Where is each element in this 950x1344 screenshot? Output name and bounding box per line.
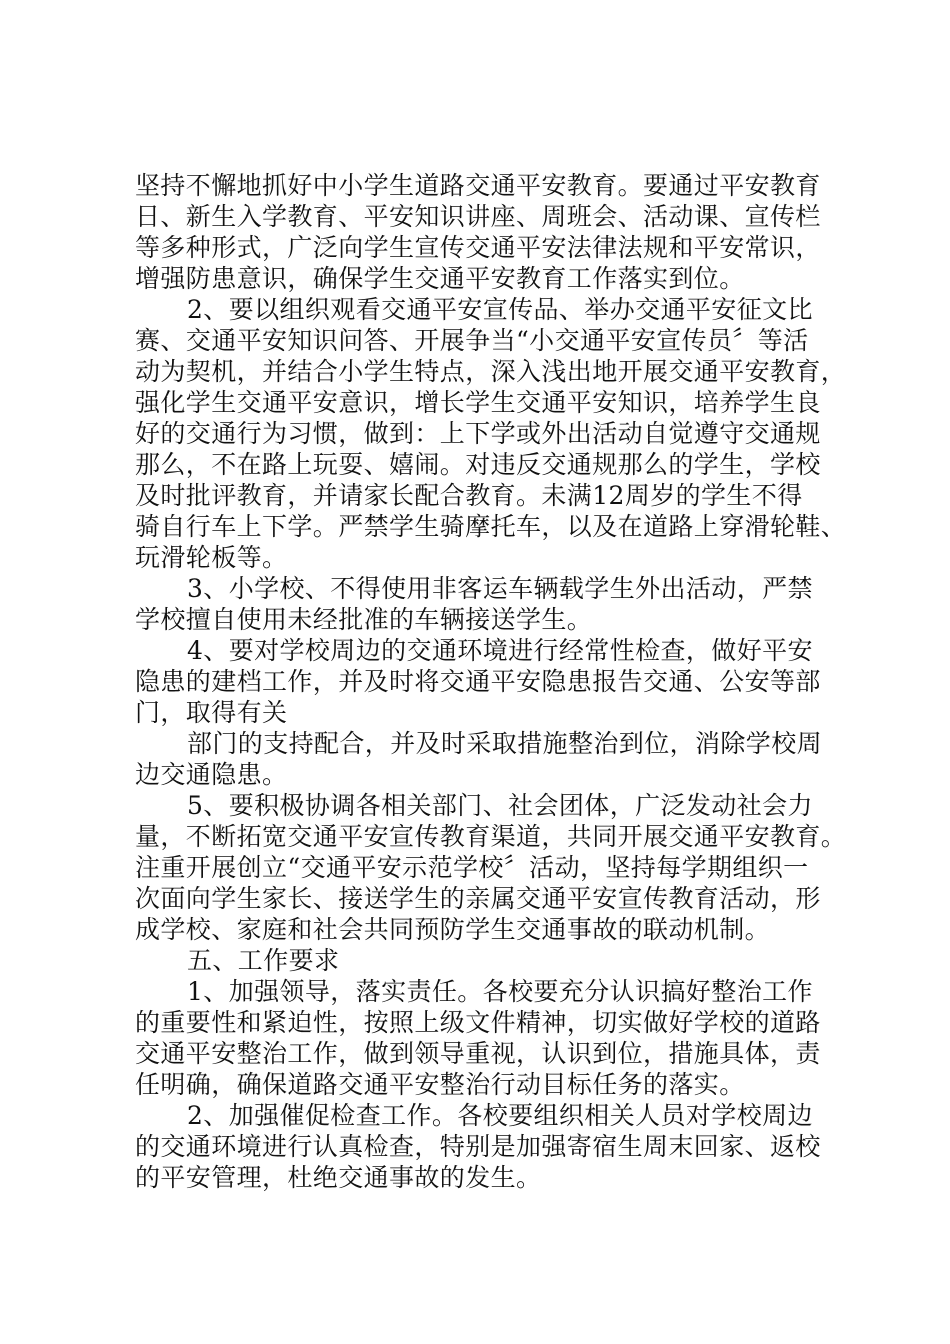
text-line: 动为契机，并结合小学生特点，深入浅出地开展交通平安教育， — [135, 357, 847, 386]
text-line: 2、加强催促检查工作。各校要组织相关人员对学校周边 — [187, 1101, 813, 1130]
text-line: 任明确，确保道路交通平安整治行动目标任务的落实。 — [135, 1070, 745, 1099]
text-line: 注重开展创立“交通平安示范学校〞活动，坚持每学期组织一 — [135, 853, 809, 882]
text-line: 4、要对学校周边的交通环境进行经常性检查，做好平安 — [187, 636, 813, 665]
text-line: 骑自行车上下学。严禁学生骑摩托车，以及在道路上穿滑轮鞋、 — [135, 512, 847, 541]
text-line: 学校擅自使用未经批准的车辆接送学生。 — [135, 605, 593, 634]
text-line: 那么，不在路上玩耍、嬉闹。对违反交通规那么的学生，学校 — [135, 450, 821, 479]
text-line: 交通平安整治工作，做到领导重视，认识到位，措施具体，责 — [135, 1039, 821, 1068]
text-line: 日、新生入学教育、平安知识讲座、周班会、活动课、宣传栏 — [135, 202, 821, 231]
text-line: 量，不断拓宽交通平安宣传教育渠道，共同开展交通平安教育。 — [135, 822, 847, 851]
text-line: 增强防患意识，确保学生交通平安教育工作落实到位。 — [135, 264, 745, 293]
text-line: 3、小学校、不得使用非客运车辆载学生外出活动，严禁 — [187, 574, 813, 603]
text-line: 成学校、家庭和社会共同预防学生交通事故的联动机制。 — [135, 915, 771, 944]
text-line: 及时批评教育，并请家长配合教育。未满12周岁的学生不得 — [135, 481, 803, 510]
text-line: 的重要性和紧迫性，按照上级文件精神，切实做好学校的道路 — [135, 1008, 821, 1037]
text-line: 的平安管理，杜绝交通事故的发生。 — [135, 1163, 542, 1192]
text-line: 赛、交通平安知识问答、开展争当“小交通平安宣传员〞等活 — [135, 326, 809, 355]
text-line: 玩滑轮板等。 — [135, 543, 288, 572]
text-line: 2、要以组织观看交通平安宣传品、举办交通平安征文比 — [187, 295, 813, 324]
document-body — [135, 170, 847, 1193]
text-line: 门，取得有关 — [135, 698, 288, 727]
text-line: 5、要积极协调各相关部门、社会团体，广泛发动社会力 — [187, 791, 813, 820]
text-line: 边交通隐患。 — [135, 760, 288, 789]
text-line: 好的交通行为习惯，做到：上下学或外出活动自觉遵守交通规 — [135, 419, 821, 448]
text-line: 的交通环境进行认真检查，特别是加强寄宿生周末回家、返校 — [135, 1132, 821, 1161]
text-line: 坚持不懈地抓好中小学生道路交通平安教育。要通过平安教育 — [135, 171, 821, 200]
text-line: 次面向学生家长、接送学生的亲属交通平安宣传教育活动，形 — [135, 884, 821, 913]
text-line: 1、加强领导，落实责任。各校要充分认识搞好整治工作 — [187, 977, 813, 1006]
text-line: 隐患的建档工作，并及时将交通平安隐患报告交通、公安等部 — [135, 667, 821, 696]
text-line: 部门的支持配合，并及时采取措施整治到位，消除学校周 — [187, 729, 823, 758]
text-line: 等多种形式，广泛向学生宣传交通平安法律法规和平安常识， — [135, 233, 821, 262]
section-heading: 五、工作要求 — [187, 946, 340, 975]
text-line: 强化学生交通平安意识，增长学生交通平安知识，培养学生良 — [135, 388, 821, 417]
